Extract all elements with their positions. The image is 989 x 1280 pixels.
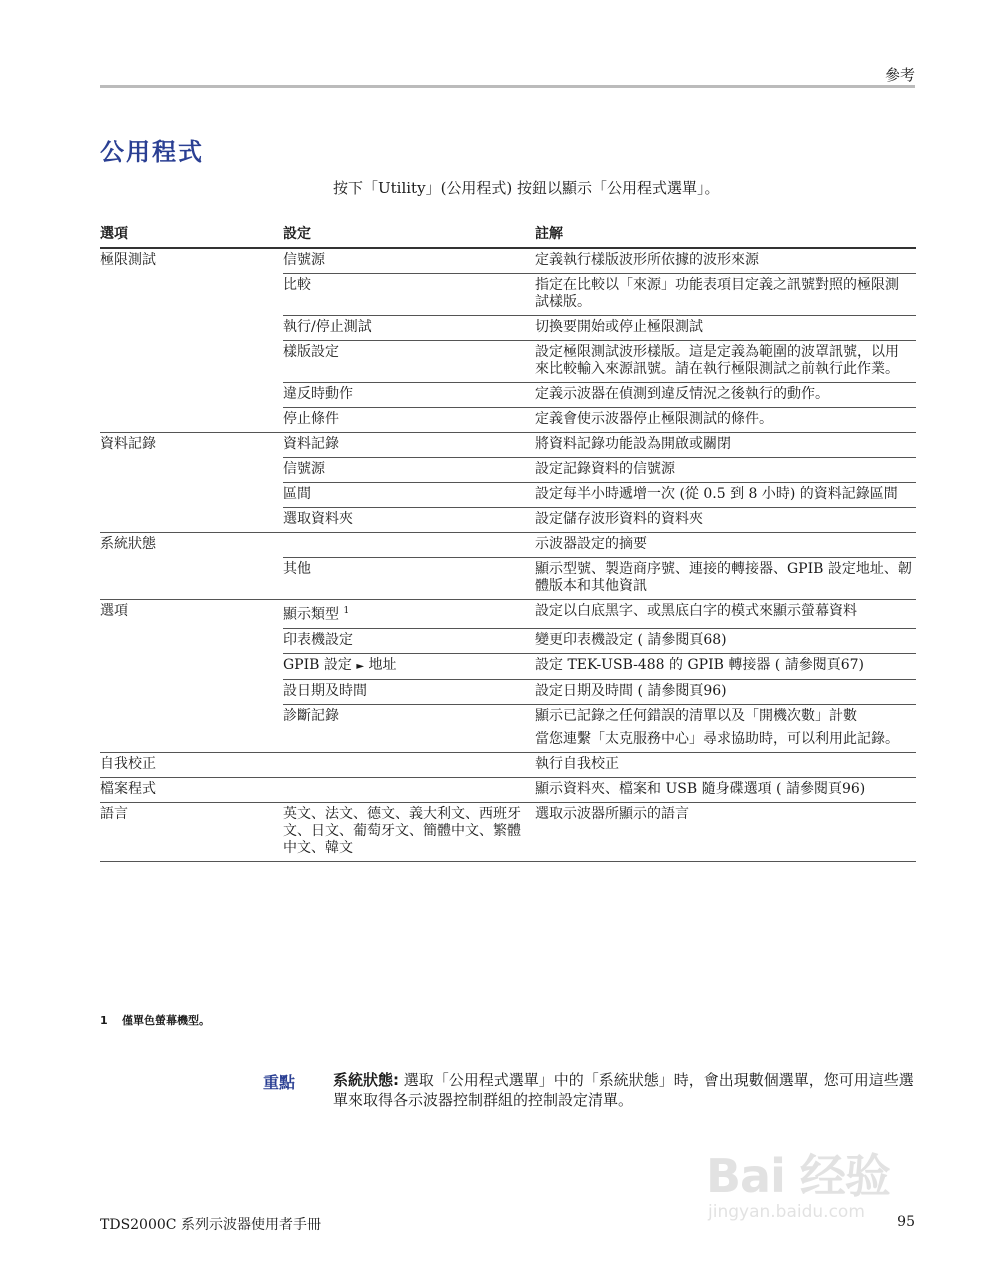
cell-note [535,558,916,600]
note-label: 重點 [263,1073,296,1092]
cell-option [100,558,283,600]
note-paragraph: 設定每半小時遞增一次 (從 0.5 到 8 小時) 的資料記錄區間 [535,486,898,502]
note-paragraph: 切換要開始或停止極限測試 [535,319,703,335]
cell-option [100,408,283,433]
table-row [100,558,916,600]
footnote-text: 僅單色螢幕機型。 [122,1014,210,1027]
cell-option [100,274,283,316]
cell-note [535,458,916,483]
cell-setting [283,483,535,508]
cell-note [535,408,916,433]
table-row [100,508,916,533]
note-paragraph: 指定在比較以「來源」功能表項目定義之訊號對照的極限測試樣版。 [535,277,899,310]
setting-text: 選取資料夾 [283,511,353,527]
cell-option [100,508,283,533]
cell-setting [283,408,535,433]
cell-option [100,653,283,679]
cell-setting [283,341,535,383]
table-row [100,408,916,433]
setting-text: 樣版設定 [283,344,339,360]
cell-setting [283,679,535,704]
intro-text: 按下「Utility」(公用程式) 按鈕以顯示「公用程式選單」。 [333,179,720,197]
cell-setting [283,752,535,777]
footer-manual-title: TDS2000C 系列示波器使用者手冊 [100,1217,321,1233]
cell-option [100,458,283,483]
table-header-row [100,223,916,248]
page-number: 95 [897,1214,915,1230]
note-paragraph: 顯示資料夾、檔案和 USB 隨身碟選項 ( 請參閱頁96) [535,780,866,797]
running-header: 參考 [884,66,915,84]
setting-text: 信號源 [283,461,325,477]
watermark-url: jingyan.baidu.com [708,1202,865,1222]
setting-text: 診斷記錄 [283,707,339,724]
footnote-marker: 1 [343,606,350,616]
table-row [100,248,916,274]
setting-text: 停止條件 [283,411,339,427]
footnote [100,1012,210,1028]
setting-text: GPIB 設定 [283,656,352,673]
cell-setting [283,458,535,483]
table-row [100,600,916,629]
cell-option: 檔案程式 [100,777,283,802]
note-paragraph: 執行自我校正 [535,755,619,772]
cell-note [535,704,916,752]
cell-setting [283,316,535,341]
cell-setting [283,274,535,316]
note-paragraph: 設定日期及時間 ( 請參閱頁96) [535,682,727,699]
cell-setting [283,600,535,629]
cell-option: 極限測試 [100,252,156,268]
note-paragraph: 顯示已記錄之任何錯誤的清單以及「開機次數」計數 [535,707,857,724]
table-row [100,316,916,341]
cell-option [100,383,283,408]
cell-option [100,316,283,341]
setting-text: 信號源 [283,252,325,268]
cell-option: 選項 [100,603,128,619]
cell-note [535,274,916,316]
section-title: 公用程式 [100,138,204,166]
cell-setting [283,704,535,752]
cell-setting [283,802,535,861]
table-row [100,679,916,704]
setting-text: 顯示類型 [283,606,339,623]
setting-text: 違反時動作 [283,386,353,402]
watermark-logo [706,1140,936,1240]
cell-note [535,752,916,777]
column-header-setting: 設定 [283,223,535,248]
setting-text: 印表機設定 [283,631,353,648]
table-body [100,248,916,861]
cell-option: 資料記錄 [100,436,156,452]
table-row [100,458,916,483]
cell-setting [283,653,535,679]
table-row [100,274,916,316]
cell-option [100,341,283,383]
note-paragraph: 定義執行樣版波形所依據的波形來源 [535,252,759,268]
cell-setting [283,777,535,802]
note-paragraph: 定義示波器在偵測到違反情況之後執行的動作。 [535,386,829,402]
note-body [333,1070,916,1110]
table-row [100,483,916,508]
footnote-number: 1 [100,1014,108,1027]
setting-text: 執行/停止測試 [283,319,372,335]
utility-options-table [100,223,916,862]
table-row [100,533,916,558]
note-paragraph: 設定以白底黑字、或黑底白字的模式來顯示螢幕資料 [535,603,857,619]
table-row [100,433,916,458]
cell-note [535,802,916,861]
cell-note [535,248,916,274]
table-row [100,341,916,383]
cell-note [535,341,916,383]
cell-option [100,483,283,508]
table-row [100,752,916,777]
setting-text: 比較 [283,277,311,293]
note-paragraph: 示波器設定的摘要 [535,536,647,552]
cell-note [535,679,916,704]
header-divider [100,85,915,88]
cell-note [535,508,916,533]
cell-option [100,628,283,653]
cell-note [535,383,916,408]
cell-note [535,533,916,558]
table-row [100,802,916,861]
note-paragraph: 設定極限測試波形樣版。這是定義為範圍的波罩訊號，以用來比較輸入來源訊號。請在執行極限測試之前執行此作業。 [535,344,899,377]
cell-setting [283,248,535,274]
note-paragraph: 顯示型號、製造商序號、連接的轉接器、GPIB 設定地址、韌體版本和其他資訊 [535,561,912,594]
cell-note [535,483,916,508]
column-header-option: 選項 [100,223,283,248]
note-paragraph: 定義會使示波器停止極限測試的條件。 [535,411,773,427]
column-header-note: 註解 [535,223,916,248]
cell-option: 自我校正 [100,752,283,777]
setting-text: 英文、法文、德文、義大利文、西班牙文、日文、葡萄牙文、簡體中文、繁體中文、韓文 [283,805,521,856]
note-paragraph: 設定儲存波形資料的資料夾 [535,511,703,527]
cell-setting [283,558,535,600]
table-row [100,653,916,679]
note-paragraph: 當您連繫「太克服務中心」尋求協助時，可以利用此記錄。 [535,730,899,747]
cell-setting [283,628,535,653]
watermark-logo-text: Bai 经验 [706,1149,890,1203]
cell-note [535,316,916,341]
cell-option: 語言 [100,802,283,861]
table-row [100,628,916,653]
note-bold-term: 系統狀態: [333,1071,399,1089]
table-row [100,777,916,802]
cell-setting [283,508,535,533]
setting-text: 資料記錄 [283,436,339,452]
submenu-arrow-icon: ► [356,660,365,672]
cell-note [535,600,916,629]
cell-option [100,704,283,752]
note-paragraph: 變更印表機設定 ( 請參閱頁68) [535,631,727,648]
note-paragraph: 選取示波器所顯示的語言 [535,805,689,822]
note-paragraph: 設定 TEK-USB-488 的 GPIB 轉接器 ( 請參閱頁67) [535,656,864,673]
table-row [100,704,916,752]
setting-text: 區間 [283,486,311,502]
cell-setting [283,383,535,408]
cell-note [535,433,916,458]
cell-option [100,679,283,704]
note-paragraph: 設定記錄資料的信號源 [535,461,675,477]
cell-note [535,653,916,679]
cell-option: 系統狀態 [100,536,156,552]
cell-note [535,777,916,802]
cell-setting [283,533,535,558]
note-paragraph: 將資料記錄功能設為開啟或關閉 [535,436,731,452]
table-row [100,383,916,408]
cell-note [535,628,916,653]
setting-suffix: 地址 [368,656,397,673]
setting-text: 其他 [283,561,311,577]
setting-text: 設日期及時間 [283,682,367,699]
note-text: 選取「公用程式選單」中的「系統狀態」時，會出現數個選單，您可用這些選單來取得各示波器控制群組的控制設定清單。 [333,1071,914,1109]
cell-setting [283,433,535,458]
